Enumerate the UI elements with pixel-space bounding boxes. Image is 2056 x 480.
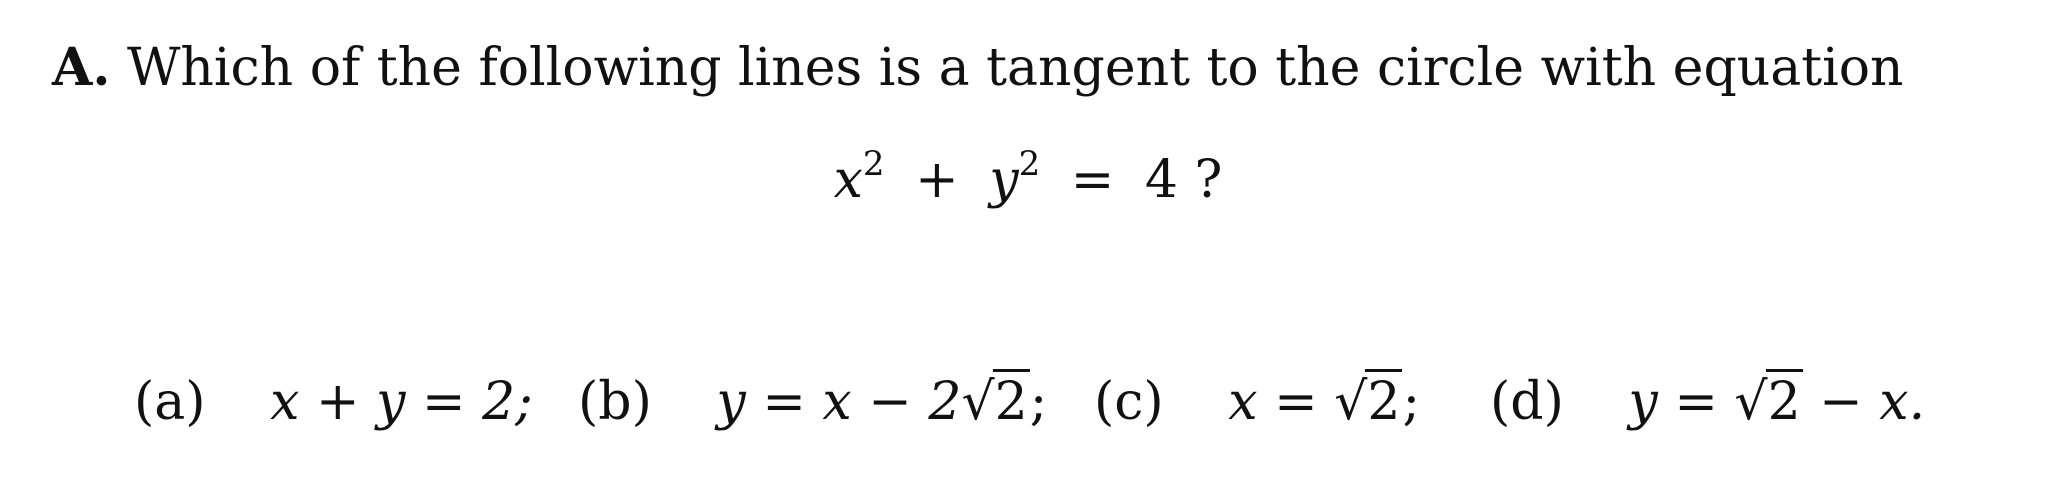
option-b-sqrt [961,372,1029,432]
answer-options [0,372,2056,442]
option-c-radicand: 2 [1365,369,1402,432]
question-label: A. [52,37,111,98]
option-c-sqrt [1334,372,1402,432]
option-d-lhs: y = [1628,372,1735,432]
option-c[interactable] [1094,372,1420,432]
option-b-tail: ; [1029,372,1048,432]
option-b[interactable] [578,372,1047,432]
eq-y: y [989,150,1019,210]
radical-sign-icon: √ [961,372,995,432]
eq-exp-y: 2 [1018,144,1041,184]
eq-x: x [833,150,863,210]
option-a-label: (a) [134,372,206,432]
option-b-label: (b) [578,372,652,432]
option-d-sqrt [1734,372,1802,432]
option-a-expression: x + y = 2; [270,372,533,432]
option-d-tail: − x. [1802,372,1926,432]
eq-rhs: 4 [1144,150,1178,210]
option-c-lhs: x = [1228,372,1335,432]
option-b-lhs: y = x − 2 [716,372,962,432]
option-d-radicand: 2 [1766,369,1803,432]
circle-equation [0,144,2056,216]
question-stem [52,38,1904,98]
eq-qmark: ? [1194,150,1223,210]
eq-equals: = [1070,150,1115,210]
option-a[interactable] [134,372,533,432]
option-c-tail: ; [1402,372,1420,432]
option-d-label: (d) [1490,372,1564,432]
radical-sign-icon: √ [1734,372,1768,432]
option-d[interactable] [1490,372,1925,432]
question-text: Which of the following lines is a tangent to the circle with equation [126,38,1904,98]
option-c-label: (c) [1094,372,1164,432]
radical-sign-icon: √ [1334,372,1368,432]
eq-plus: + [915,150,959,210]
eq-exp-x: 2 [862,144,885,184]
option-b-radicand: 2 [993,369,1030,432]
